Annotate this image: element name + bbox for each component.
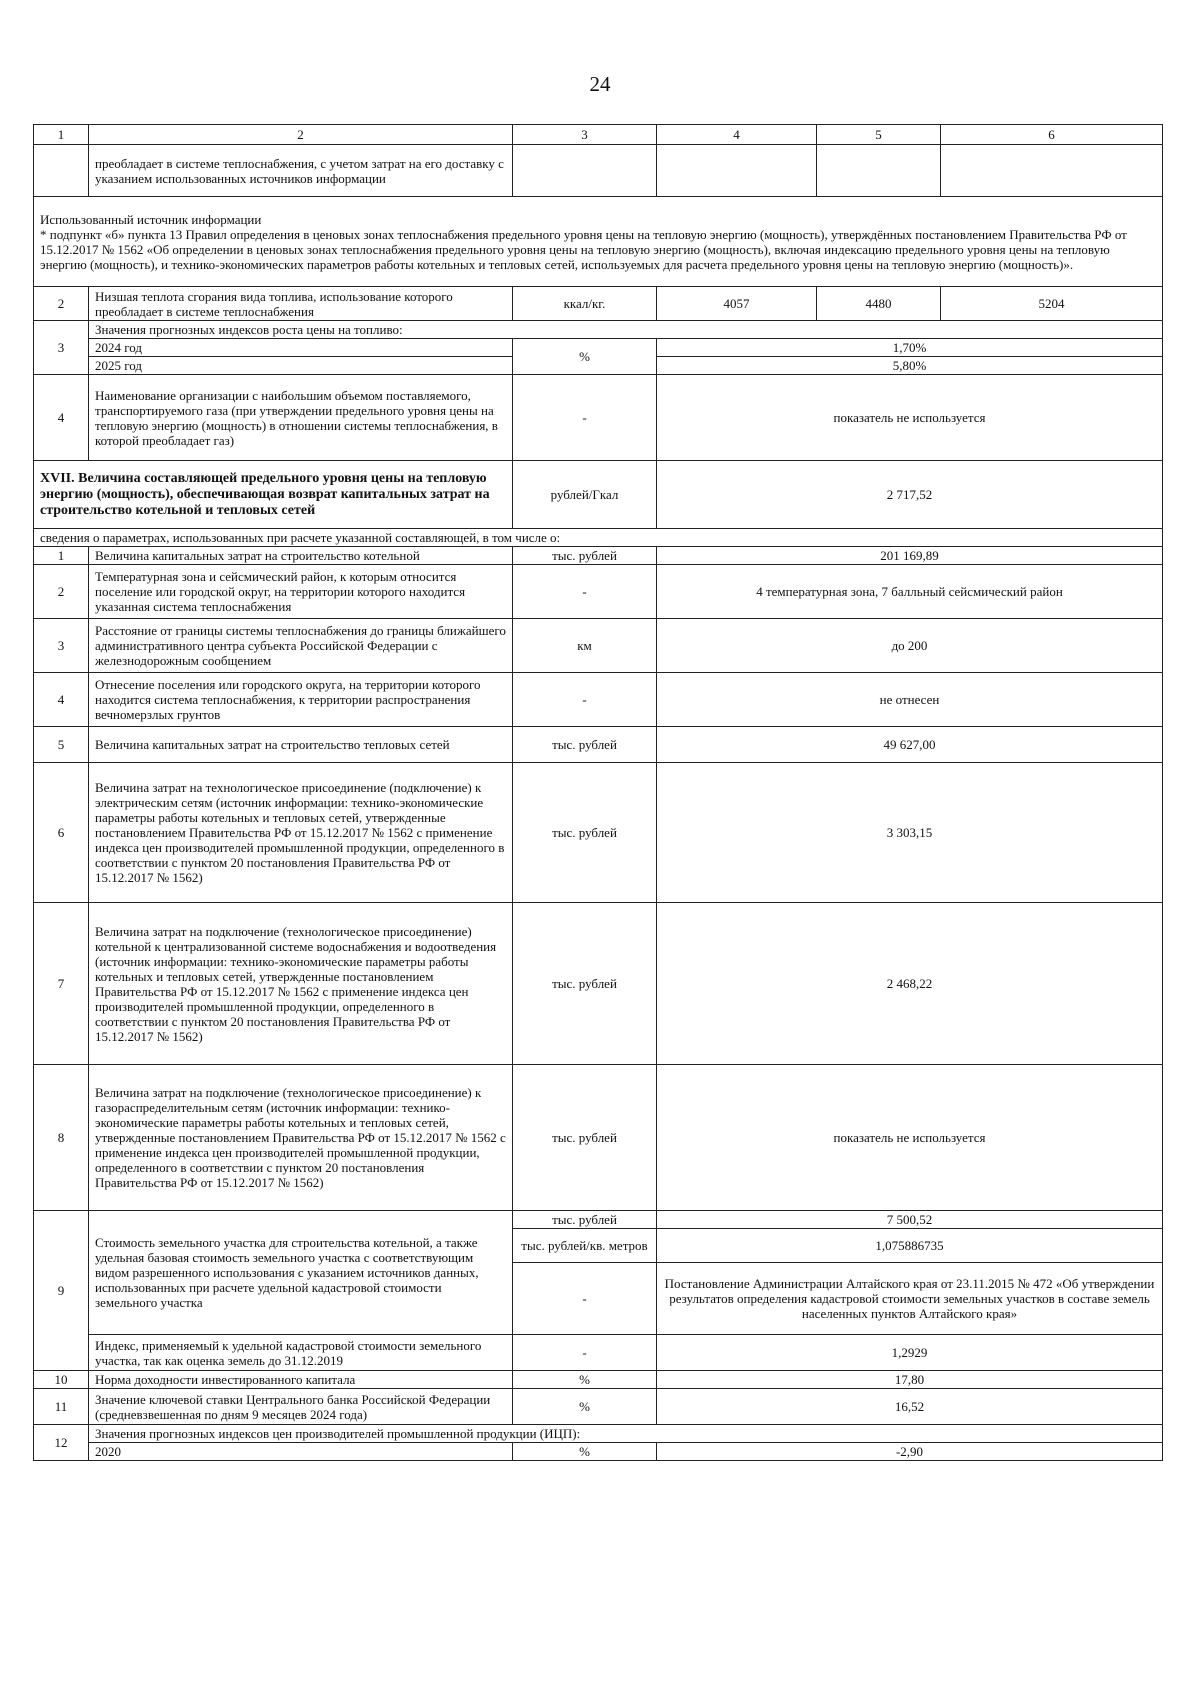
row-name-cell: Низшая теплота сгорания вида топлива, использование которого преобладает в системе теплоснабжения (89, 287, 513, 321)
row-name-cell: Стоимость земельного участка для строительства котельной, а также удельная базовая стоимость земельного участка с соответствующим видом разрешенного использования с указанием источников данных, использованных при расчете удельной кадастровой стоимости земельного участка (89, 1211, 513, 1335)
row-name-cell: Температурная зона и сейсмический район, к которым относится поселение или городской округ, на территории которого находится указанная система теплоснабжения (89, 565, 513, 619)
row-name-cell: преобладает в системе теплоснабжения, с учетом затрат на его доставку с указанием использованных источников информации (89, 145, 513, 197)
column-number: 3 (513, 125, 657, 145)
unit-cell: - (513, 1335, 657, 1371)
table-row (34, 321, 1163, 339)
unit-cell: км (513, 619, 657, 673)
unit-cell: % (513, 339, 657, 375)
row-name-cell: Величина капитальных затрат на строительство котельной (89, 547, 513, 565)
continuation-row (34, 145, 1163, 197)
column-number: 1 (34, 125, 89, 145)
unit-cell (513, 145, 657, 197)
row-number-cell: 8 (34, 1065, 89, 1211)
row-number-cell: 12 (34, 1425, 89, 1461)
row-number-cell: 4 (34, 375, 89, 461)
value-cell: показатель не используется (657, 1065, 1163, 1211)
value-cell (817, 145, 941, 197)
value-cell: 5204 (941, 287, 1163, 321)
table-row (34, 727, 1163, 763)
table-row (34, 1389, 1163, 1425)
column-number-row (34, 125, 1163, 145)
unit-cell: тыс. рублей (513, 1065, 657, 1211)
row-name-cell: Отнесение поселения или городского округа, на территории которого находится система теплоснабжения, к территории распространения вечномерзлых грунтов (89, 673, 513, 727)
value-cell: до 200 (657, 619, 1163, 673)
unit-cell: - (513, 1263, 657, 1335)
row-number-cell: 11 (34, 1389, 89, 1425)
row-name-cell: Норма доходности инвестированного капитала (89, 1371, 513, 1389)
year-cell: 2024 год (89, 339, 513, 357)
unit-cell: % (513, 1443, 657, 1461)
column-number: 2 (89, 125, 513, 145)
unit-cell: ккал/кг. (513, 287, 657, 321)
value-cell: Постановление Администрации Алтайского края от 23.11.2015 № 472 «Об утверждении результатов определения кадастровой стоимости земельных участков в составе земель населенных пунктов Алтайского края» (657, 1263, 1163, 1335)
info-text: сведения о параметрах, использованных при расчете указанной составляющей, в том числе о: (34, 529, 1163, 547)
column-number: 6 (941, 125, 1163, 145)
row-number-cell: 7 (34, 903, 89, 1065)
table-row (34, 1335, 1163, 1371)
unit-cell: тыс. рублей/кв. метров (513, 1229, 657, 1263)
row-name-cell: Величина затрат на технологическое присоединение (подключение) к электрическим сетям (источник информации: технико-экономические параметры работы котельных и тепловых сетей, утвержденные постановлением Правительства РФ от 15.12.2017 № 1562 с применение индекса цен производителей промышленной продукции, определенного в соответствии с пунктом 20 постановления Правительства РФ от 15.12.2017 № 1562) (89, 763, 513, 903)
row-name-cell: Наименование организации с наибольшим объемом поставляемого, транспортируемого газа (при утверждении предельного уровня цены на тепловую энергию (мощность) в отношении системы теплоснабжения, в которой преобладает газ) (89, 375, 513, 461)
unit-cell: тыс. рублей (513, 727, 657, 763)
row-number-cell: 9 (34, 1211, 89, 1371)
value-cell: 4480 (817, 287, 941, 321)
unit-cell: - (513, 565, 657, 619)
unit-cell: - (513, 375, 657, 461)
row-number-cell: 6 (34, 763, 89, 903)
row-title-cell: Значения прогнозных индексов роста цены на топливо: (89, 321, 1163, 339)
row-number-cell: 3 (34, 619, 89, 673)
value-cell: показатель не используется (657, 375, 1163, 461)
row-number-cell: 1 (34, 547, 89, 565)
source-note-text: * подпункт «б» пункта 13 Правил определения в ценовых зонах теплоснабжения предельного уровня цены на тепловую энергию (мощность), утверждённых постановлением Правительства РФ от 15.12.2017 № 1562 «Об определении в ценовых зонах теплоснабжения предельного уровня цены на тепловую энергию (мощность), включая индексацию предельного уровня цены на тепловую энергию (мощность), и технико-экономических параметров работы котельных и тепловых сетей, используемых для расчета предельного уровня цены на тепловую энергию (мощность)». (40, 226, 1127, 272)
table-row (34, 1211, 1163, 1229)
value-cell: 4 температурная зона, 7 балльный сейсмический район (657, 565, 1163, 619)
row-name-cell: Значение ключевой ставки Центрального банка Российской Федерации (средневзвешенная по дням 9 месяцев 2024 года) (89, 1389, 513, 1425)
table-row (34, 763, 1163, 903)
table-row (34, 903, 1163, 1065)
row-number-cell: 2 (34, 287, 89, 321)
page-number: 24 (589, 72, 611, 96)
year-cell: 2020 (89, 1443, 513, 1461)
unit-cell: - (513, 673, 657, 727)
row-number-cell (34, 145, 89, 197)
row-number-cell: 3 (34, 321, 89, 375)
row-number-cell: 5 (34, 727, 89, 763)
row-number-cell: 4 (34, 673, 89, 727)
info-row (34, 529, 1163, 547)
row-name-cell: Расстояние от границы системы теплоснабжения до границы ближайшего административного центра субъекта Российской Федерации с железнодорожным сообщением (89, 619, 513, 673)
row-title-cell: Значения прогнозных индексов цен производителей промышленной продукции (ИЦП): (89, 1425, 1163, 1443)
value-cell: 7 500,52 (657, 1211, 1163, 1229)
value-cell: -2,90 (657, 1443, 1163, 1461)
section-heading-row (34, 461, 1163, 529)
value-cell (941, 145, 1163, 197)
value-cell: 1,075886735 (657, 1229, 1163, 1263)
value-cell: 201 169,89 (657, 547, 1163, 565)
unit-cell: тыс. рублей (513, 903, 657, 1065)
row-name-cell: Величина затрат на подключение (технологическое присоединение) котельной к централизованной системе водоснабжения и водоотведения (источник информации: технико-экономические параметры работы котельных и тепловых сетей, утвержденные постановлением Правительства РФ от 15.12.2017 № 1562 с применение индекса цен производителей промышленной продукции, определенного в соответствии с пунктом 20 постановления Правительства РФ от 15.12.2017 № 1562) (89, 903, 513, 1065)
table-row (34, 619, 1163, 673)
table-row (34, 339, 1163, 357)
section-heading: XVII. Величина составляющей предельного уровня цены на тепловую энергию (мощность), обеспечивающая возврат капитальных затрат на строительство котельной и тепловых сетей (34, 461, 513, 529)
value-cell: 49 627,00 (657, 727, 1163, 763)
value-cell: 5,80% (657, 357, 1163, 375)
value-cell (657, 145, 817, 197)
row-number-cell: 2 (34, 565, 89, 619)
value-cell: 1,2929 (657, 1335, 1163, 1371)
column-number: 4 (657, 125, 817, 145)
year-cell: 2025 год (89, 357, 513, 375)
unit-cell: % (513, 1389, 657, 1425)
column-number: 5 (817, 125, 941, 145)
source-note (34, 197, 1163, 287)
unit-cell: рублей/Гкал (513, 461, 657, 529)
row-number-cell: 10 (34, 1371, 89, 1389)
table-row (34, 1425, 1163, 1443)
value-cell: 17,80 (657, 1371, 1163, 1389)
value-cell: 16,52 (657, 1389, 1163, 1425)
value-cell: 4057 (657, 287, 817, 321)
table-row (34, 565, 1163, 619)
source-note-row (34, 197, 1163, 287)
row-name-cell: Величина капитальных затрат на строительство тепловых сетей (89, 727, 513, 763)
table-row (34, 1371, 1163, 1389)
table-row (34, 1443, 1163, 1461)
value-cell: 2 468,22 (657, 903, 1163, 1065)
value-cell: 1,70% (657, 339, 1163, 357)
row-name-cell: Величина затрат на подключение (технологическое присоединение) к газораспределительным сетям (источник информации: технико-экономические параметры работы котельных и тепловых сетей, утвержденные постановлением Правительства РФ от 15.12.2017 № 1562 с применение индекса цен производителей промышленной продукции, определенного в соответствии с пунктом 20 постановления Правительства РФ от 15.12.2017 № 1562) (89, 1065, 513, 1211)
unit-cell: тыс. рублей (513, 1211, 657, 1229)
table-row (34, 673, 1163, 727)
value-cell: не отнесен (657, 673, 1163, 727)
table-row (34, 547, 1163, 565)
source-note-title: Использованный источник информации (40, 211, 262, 227)
unit-cell: тыс. рублей (513, 763, 657, 903)
table-row (34, 287, 1163, 321)
row-name-cell: Индекс, применяемый к удельной кадастровой стоимости земельного участка, так как оценка земель до 31.12.2019 (89, 1335, 513, 1371)
tariff-parameters-table (33, 124, 1163, 1461)
unit-cell: % (513, 1371, 657, 1389)
table-row (34, 375, 1163, 461)
unit-cell: тыс. рублей (513, 547, 657, 565)
value-cell: 2 717,52 (657, 461, 1163, 529)
value-cell: 3 303,15 (657, 763, 1163, 903)
table-row (34, 1065, 1163, 1211)
